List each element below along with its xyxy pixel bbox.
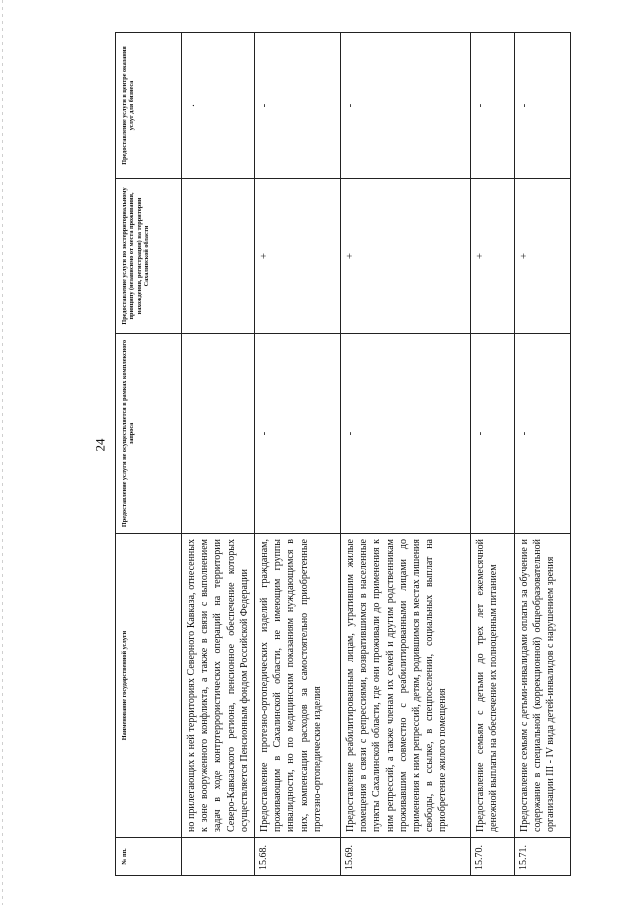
rotated-table-container xyxy=(115,33,565,876)
table-row xyxy=(254,33,340,876)
row-number xyxy=(182,838,255,876)
extraterritorial-mark xyxy=(182,179,255,334)
extraterritorial-mark: + xyxy=(340,179,470,334)
table-header-row xyxy=(116,33,182,876)
scan-edge-line xyxy=(2,0,3,905)
service-name: Предоставление реабилитированным лицам, утратившим жилые помещения в связи с репрессиями, возвратившимся в населенные пункты Сахалинской области, где они проживали до применения к ним репрессий, а также членам их семей и другим родственникам проживавшим совместно с реабилитированными лицами до применения к ним репрессий, детям, родившимся в местах лишения свободы, в ссылке, в спецпоселении, социальных выплат на приобретение жилого помещения xyxy=(340,534,470,838)
service-name: но прилегающих к ней территориях Северного Кавказа, отнесенных к зоне вооруженного конфликта, а также в связи с выполнением задач в ходе контртеррористических операций на территории Северо-Кавказского региона, пенсионное обеспечение которых осуществляется Пенсионным фондом Российской Федерации xyxy=(182,534,255,838)
complex-request-mark: - xyxy=(514,334,570,534)
header-complex-request: Предоставление услуги не осуществляется в рамках комплексного запроса xyxy=(116,334,182,534)
service-name: Предоставление протезно-ортопедических изделий гражданам, проживающим в Сахалинской области, не имеющим группы инвалидности, но по медицинским показаниям нуждающимся в них, компенсации расходов за самостоятельно приобретенные протезно-ортопедические изделия xyxy=(254,534,340,838)
row-number: 15.68. xyxy=(254,838,340,876)
table-row xyxy=(340,33,470,876)
services-table xyxy=(115,32,571,876)
row-number: 15.69. xyxy=(340,838,470,876)
extraterritorial-mark: + xyxy=(514,179,570,334)
header-extraterritorial: Предоставление услуги по экстерриториальному принципу (независимо от места проживания, нахождения, регистрации) на территории Сахалинской области xyxy=(116,179,182,334)
complex-request-mark: - xyxy=(470,334,514,534)
header-num: № пп. xyxy=(116,838,182,876)
page-number: 24 xyxy=(92,438,108,452)
table-row xyxy=(514,33,570,876)
business-center-mark: . xyxy=(182,33,255,179)
table-row xyxy=(182,33,255,876)
business-center-mark: - xyxy=(340,33,470,179)
service-name: Предоставление семьям с детьми-инвалидами оплаты за обучение и содержание в специальной (коррекционной) общеобразовательной организации III - IV вида детей-инвалидов с нарушением зрения xyxy=(514,534,570,838)
business-center-mark: - xyxy=(254,33,340,179)
extraterritorial-mark: + xyxy=(470,179,514,334)
table-row xyxy=(470,33,514,876)
business-center-mark: - xyxy=(514,33,570,179)
complex-request-mark: - xyxy=(340,334,470,534)
row-number: 15.71. xyxy=(514,838,570,876)
extraterritorial-mark: + xyxy=(254,179,340,334)
service-name: Предоставление семьям с детьми до трех лет ежемесячной денежной выплаты на обеспечение их полноценным питанием xyxy=(470,534,514,838)
row-number: 15.70. xyxy=(470,838,514,876)
header-name: Наименование государственной услуги xyxy=(116,534,182,838)
header-business-center: Предоставление услуги в центре оказания услуг для бизнеса xyxy=(116,33,182,179)
complex-request-mark: - xyxy=(254,334,340,534)
complex-request-mark xyxy=(182,334,255,534)
business-center-mark: - xyxy=(470,33,514,179)
